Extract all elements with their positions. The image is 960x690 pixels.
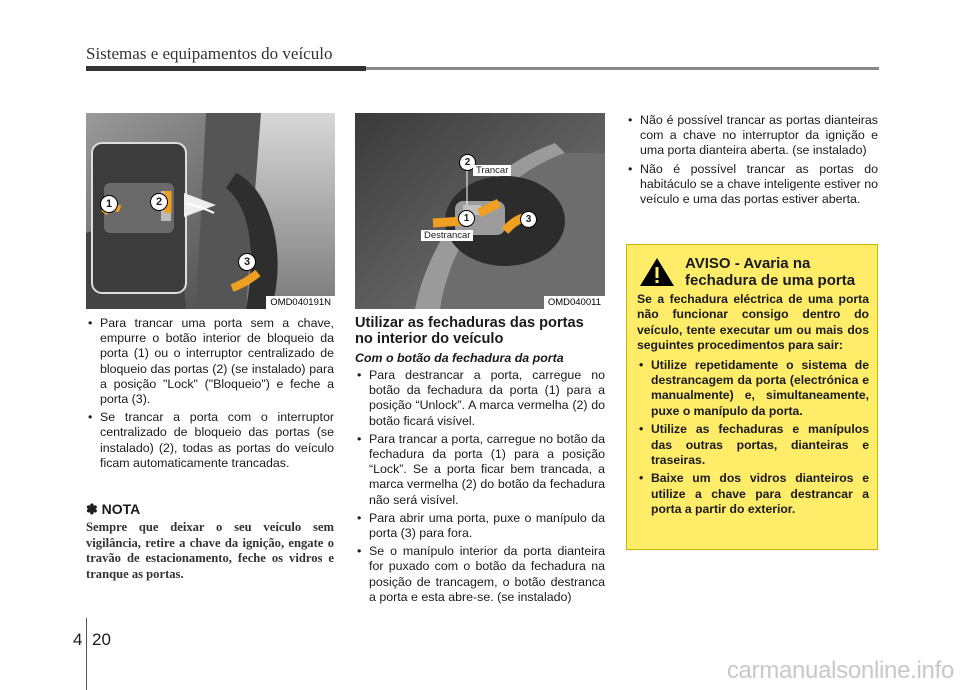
list-item: • Utilize repetidamente o sistema de destrancagem da porta (electrónica e manualmente) e, simultaneamente, puxe o manípulo da porta. [637, 358, 869, 420]
list-item: • Para trancar uma porta sem a chave, empurre o botão interior de bloqueio da porta (1) ou o interruptor centralizado de bloqueio das portas (2) (se instalado) para a posição "Lock" ("Bloqueio") e feche a porta (3). [86, 316, 334, 407]
list-item: • Não é possível trancar as portas dianteiras com a chave no interruptor da ignição e uma porta dianteira aberta. (se instalado) [626, 113, 878, 159]
marker-3: 3 [520, 211, 537, 228]
watermark: carmanualsonline.info [726, 657, 954, 684]
warning-triangle-icon [639, 257, 675, 287]
header-rule-accent [86, 66, 366, 71]
marker-1: 1 [458, 210, 475, 227]
label-trancar: Trancar [473, 165, 511, 176]
warning-list [637, 358, 869, 518]
list-item: • Para destrancar a porta, carregue no botão da fechadura da porta (1) para a posição “Unlock”. A marca vermelha (2) do botão ficará visível. [355, 368, 605, 429]
figure2-caption: OMD040011 [544, 296, 605, 309]
list-item: • Para trancar a porta, carregue no botão da fechadura da porta (1) para a posição “Lock”. Se a porta ficar bem trancada, a marca vermelha (2) do botão da fechadura não será visível. [355, 432, 605, 508]
list-item: • Não é possível trancar as portas do habitáculo se a chave inteligente estiver no veículo e uma das portas estiver aberta. [626, 162, 878, 208]
chapter-number: 4 [73, 630, 83, 649]
marker-2: 2 [150, 193, 168, 211]
marker-2: 2 [459, 154, 476, 171]
middle-bullet-list [355, 368, 605, 608]
arrow-lock [479, 203, 499, 213]
figure1-caption: OMD040191N [266, 296, 335, 309]
label-destrancar: Destrancar [421, 230, 473, 241]
page-number: 20 [92, 630, 111, 649]
marker-3: 3 [238, 253, 256, 271]
left-bullet-list [86, 316, 334, 474]
warning-intro: Se a fechadura eléctrica de uma porta não funcionar consigo dentro do veículo, tente executar um ou mais dos seguintes procedimentos para sair: [637, 292, 869, 353]
page-number-divider [86, 618, 87, 690]
figure-lock-button [355, 113, 605, 309]
list-item: • Baixe um dos vidros dianteiros e utilize a chave para destrancar a porta a partir do exterior. [637, 471, 869, 517]
figure-door-interior [86, 113, 335, 309]
warning-box [626, 244, 878, 550]
marker-1: 1 [100, 195, 118, 213]
nota-title: ✽ NOTA [86, 501, 141, 517]
list-item: • Se o manípulo interior da porta dianteira for puxado com o botão da fechadura na posição de trancagem, o botão destranca a porta e esta abre-se. (se instalado) [355, 544, 605, 605]
nota-text: Sempre que deixar o seu veículo sem vigilância, retire a chave da ignição, engate o travão de estacionamento, feche os vidros e tranque as portas. [86, 520, 334, 581]
page-header-title: Sistemas e equipamentos do veículo [86, 44, 333, 63]
section-title: Utilizar as fechaduras das portas no interior do veículo [355, 315, 584, 347]
right-bullet-list [626, 113, 878, 210]
arrow-3 [232, 273, 258, 288]
list-item: • Para abrir uma porta, puxe o manípulo da porta (3) para fora. [355, 511, 605, 541]
warning-title: AVISO - Avaria na fechadura de uma porta [685, 255, 856, 289]
list-item: • Se trancar a porta com o interruptor centralizado de bloqueio das portas (se instalado) (2), todas as portas do veículo ficam automaticamente trancadas. [86, 410, 334, 471]
warning-body [637, 292, 869, 521]
list-item: • Utilize as fechaduras e manípulos das outras portas, dianteiras e traseiras. [637, 422, 869, 468]
section-subtitle: Com o botão da fechadura da porta [355, 351, 564, 365]
